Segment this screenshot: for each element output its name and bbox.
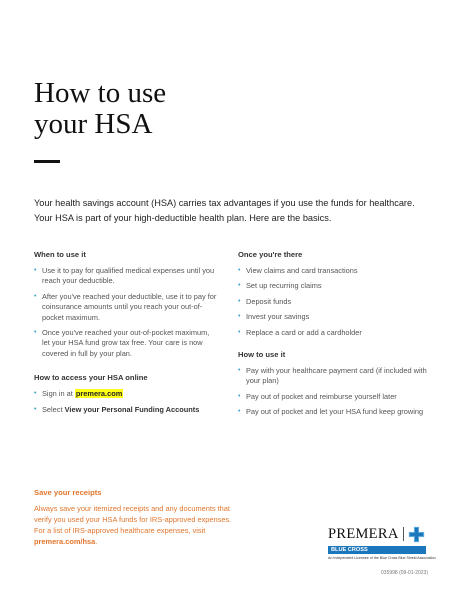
list-item: • Deposit funds [238, 297, 428, 307]
list-item [34, 405, 219, 415]
list-item: • Use it to pay for qualified medical expenses until you reach your deductible. [34, 266, 219, 287]
list-item: • Pay out of pocket and reimburse yourself later [238, 392, 428, 402]
logo-wordmark: PREMERA [328, 525, 399, 542]
page-title [34, 78, 166, 140]
once-there-list [238, 266, 428, 338]
title-line-2: your HSA [34, 108, 153, 140]
logo-blue-cross-bar: BLUE CROSS [328, 546, 426, 554]
premera-link[interactable]: premera.com [75, 389, 123, 399]
title-line-1: How to use [34, 77, 167, 109]
left-column [34, 250, 219, 420]
list-item: • Invest your savings [238, 312, 428, 322]
hsa-link[interactable]: premera.com/hsa [34, 537, 96, 546]
signin-prefix: Sign in at [42, 389, 75, 399]
when-to-use-heading: When to use it [34, 250, 86, 259]
receipts-end: . [95, 537, 98, 546]
how-to-use-heading: How to use it [238, 350, 286, 360]
receipts-heading: Save your receipts [34, 488, 102, 497]
logo-separator [403, 527, 404, 541]
logo-licensee-text: An Independent Licensee of the Blue Cross Blue Shield Association [328, 556, 436, 560]
list-item: • Pay with your healthcare payment card (if included with your plan) [238, 366, 428, 387]
list-item: • Pay out of pocket and let your HSA fund keep growing [238, 407, 428, 417]
select-prefix: Select [42, 404, 65, 414]
personal-funding-accounts-label: View your Personal Funding Accounts [64, 404, 200, 414]
list-item: • After you've reached your deductible, use it to pay for coinsurance amounts until you reach your out-of-pocket maximum. [34, 292, 219, 323]
intro-paragraph: Your health savings account (HSA) carries tax advantages if you use the funds for healthcare. Your HSA is part of your high-deductible health plan. Here are the basics. [34, 198, 415, 223]
blue-cross-shield-icon [408, 526, 425, 543]
how-to-use-list [238, 366, 428, 418]
access-online-list [34, 389, 219, 415]
list-item: • View claims and card transactions [238, 266, 428, 276]
list-item: • Once you've reached your out-of-pocket maximum, let your HSA fund grow tax free. Your care is now covered in full by your plan. [34, 328, 219, 359]
list-item: • Replace a card or add a cardholder [238, 328, 428, 338]
list-item [34, 389, 219, 399]
logo-top-row [328, 524, 428, 544]
document-code: 035998 (09-01-2023) [381, 570, 428, 576]
when-to-use-list [34, 266, 219, 359]
access-online-heading: How to access your HSA online [34, 373, 148, 383]
list-item: • Set up recurring claims [238, 281, 428, 291]
premera-logo [328, 524, 436, 560]
receipts-text [34, 503, 234, 547]
title-divider [34, 160, 60, 163]
once-there-heading: Once you're there [238, 250, 303, 259]
right-column [238, 250, 428, 423]
receipts-body: Always save your itemized receipts and any documents that verify you used your HSA funds for IRS-approved expenses. For a list of IRS-approved healthcare expenses, visit [34, 504, 232, 535]
